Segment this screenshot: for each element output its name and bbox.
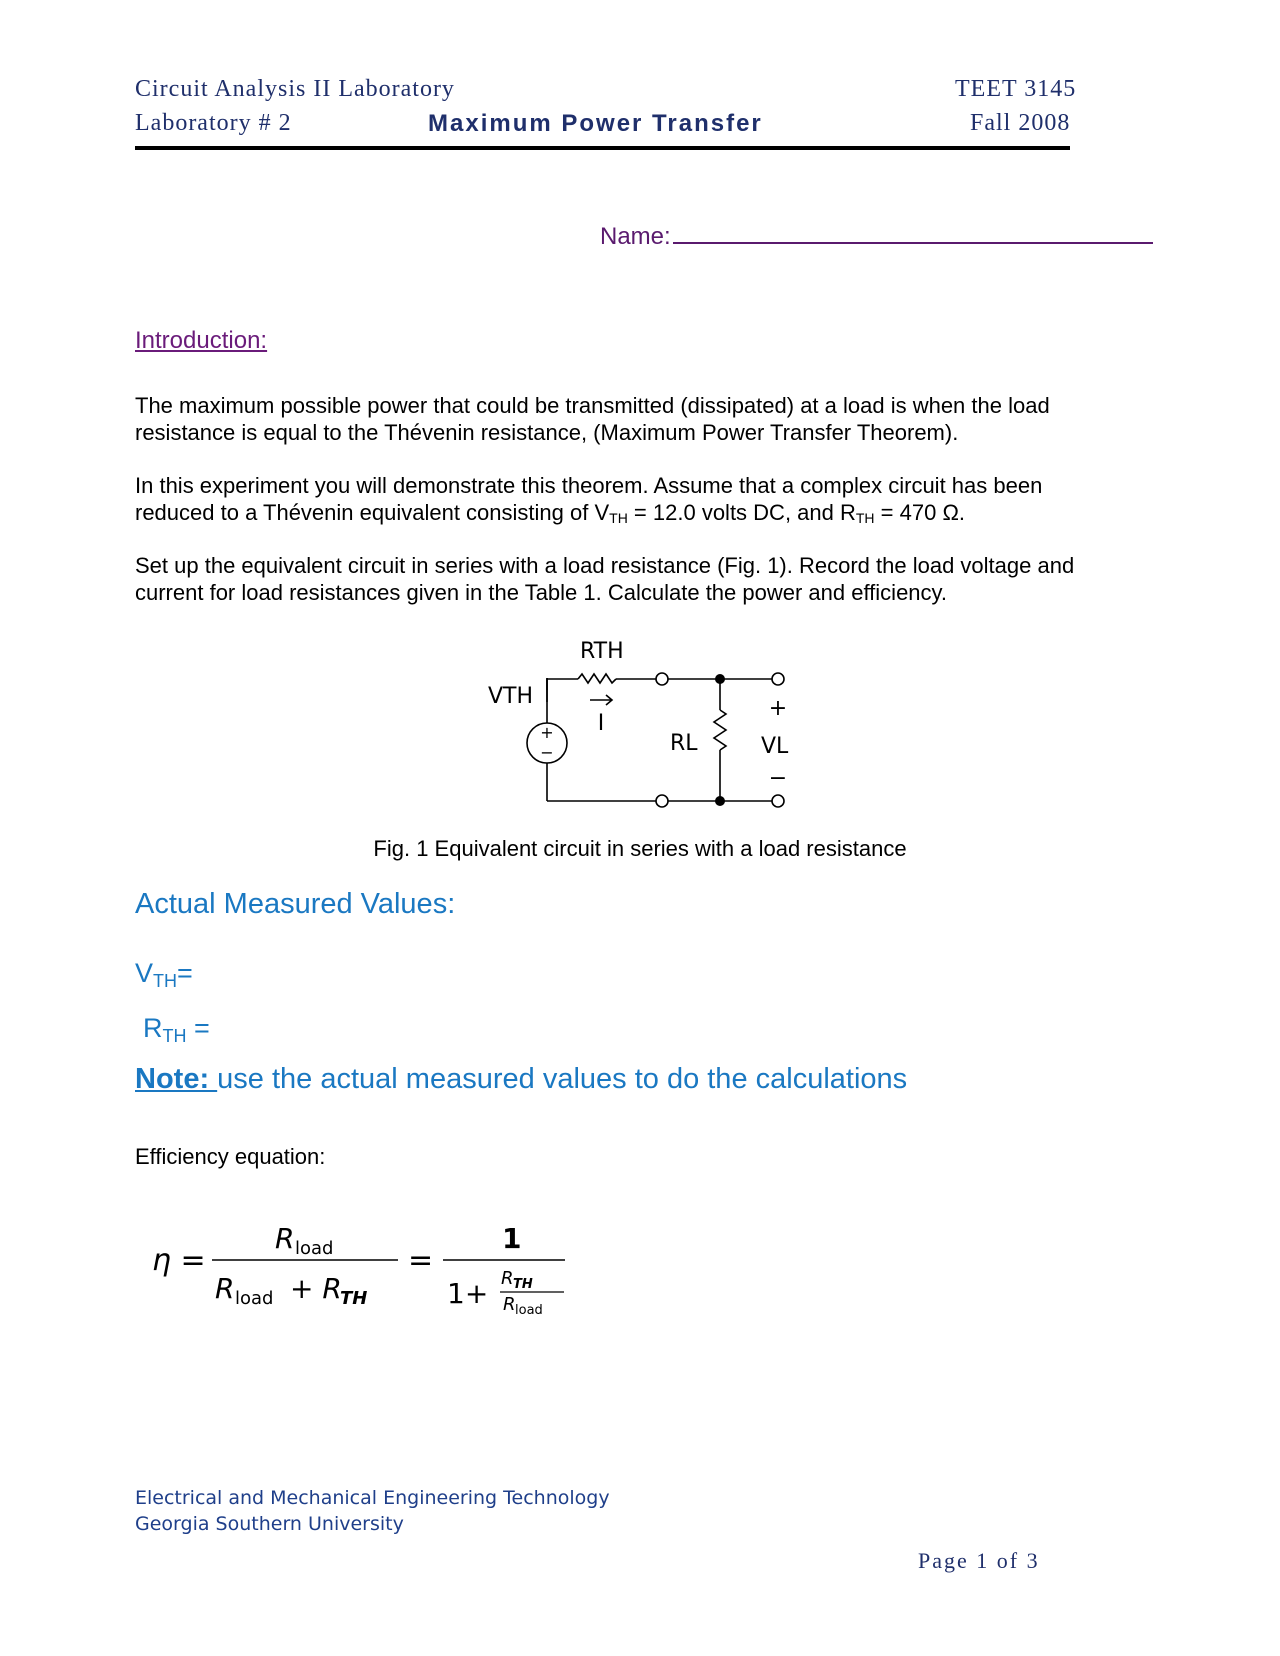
numerator-sub: load <box>295 1238 334 1259</box>
eta-symbol: η = <box>152 1243 206 1278</box>
terminal-node <box>656 673 668 685</box>
label-vth: VTH <box>488 684 534 709</box>
label-rth: RTH <box>580 639 624 664</box>
circuit-diagram <box>480 630 810 825</box>
subscript: TH <box>609 510 628 526</box>
text-line: resistance is equal to the Thévenin resistance, (Maximum Power Transfer Theorem). <box>135 420 959 445</box>
denominator-one-plus: 1+ <box>447 1277 489 1310</box>
text-fragment: = <box>177 958 193 988</box>
second-equals: = <box>408 1243 434 1278</box>
header-rule <box>135 146 1070 150</box>
denominator-sub: load <box>235 1288 274 1309</box>
text-line: In this experiment you will demonstrate this theorem. Assume that a complex circuit has been <box>135 473 1043 498</box>
current-arrow-icon <box>590 695 612 705</box>
label-rl: RL <box>670 731 698 756</box>
denominator-plus-r: + R <box>290 1272 342 1305</box>
denominator-sub-th: TH <box>340 1288 368 1309</box>
introduction-heading: Introduction: <box>135 327 268 354</box>
text-fragment: V <box>135 958 154 988</box>
terminal-node <box>656 795 668 807</box>
efficiency-equation <box>140 1210 580 1320</box>
source-plus: + <box>540 723 554 742</box>
junction-dot <box>715 796 725 806</box>
intro-paragraph-1 <box>135 392 1135 446</box>
footer-university: Georgia Southern University <box>135 1513 404 1535</box>
measured-heading: Actual Measured Values: <box>135 888 456 920</box>
name-label: Name: <box>600 223 671 250</box>
name-field[interactable] <box>600 220 1153 251</box>
text-fragment: = 12.0 volts DC, and R <box>627 500 856 525</box>
subscript: TH <box>153 971 178 991</box>
resistor-rl-icon <box>714 710 726 750</box>
terminal-node <box>772 673 784 685</box>
label-vl-minus: − <box>768 766 788 791</box>
text-fragment: reduced to a Thévenin equivalent consisting of V <box>135 500 610 525</box>
measured-rth <box>143 1013 210 1047</box>
source-minus: − <box>540 743 554 762</box>
small-frac-den-sub: load <box>515 1303 543 1318</box>
label-current: I <box>597 711 605 736</box>
lab-title: Maximum Power Transfer <box>428 110 763 137</box>
measured-vth <box>135 958 193 992</box>
text-line: Set up the equivalent circuit in series with a load resistance (Fig. 1). Record the load voltage and <box>135 553 1075 578</box>
terminal-node <box>772 795 784 807</box>
page-number: Page 1 of 3 <box>918 1548 1040 1573</box>
figure-caption: Fig. 1 Equivalent circuit in series with a load resistance <box>373 836 907 861</box>
denominator-r: R <box>215 1272 235 1305</box>
junction-dot <box>715 674 725 684</box>
text-line: current for load resistances given in the Table 1. Calculate the power and efficiency. <box>135 580 948 605</box>
label-vl: VL <box>761 734 789 759</box>
text-fragment: = 470 Ω. <box>874 500 965 525</box>
lab-number: Laboratory # 2 <box>135 110 292 136</box>
course-code: TEET 3145 <box>955 76 1077 102</box>
course-title: Circuit Analysis II Laboratory <box>135 76 455 102</box>
text-line: The maximum possible power that could be transmitted (dissipated) at a load is when the load <box>135 393 1050 418</box>
small-frac-num-sub: TH <box>513 1277 533 1292</box>
intro-paragraph-2 <box>135 472 1135 532</box>
note-line <box>135 1063 907 1096</box>
label-vl-plus: + <box>768 696 788 721</box>
subscript: TH <box>162 1026 187 1046</box>
numerator-one: 1 <box>502 1222 522 1255</box>
subscript: TH <box>855 510 875 526</box>
numerator-r: R <box>275 1222 295 1255</box>
name-blank-line[interactable] <box>673 220 1153 244</box>
efficiency-label: Efficiency equation: <box>135 1144 326 1169</box>
term: Fall 2008 <box>970 110 1071 136</box>
text-fragment: R <box>143 1013 163 1043</box>
text-fragment: = <box>186 1013 210 1043</box>
footer-department: Electrical and Mechanical Engineering Technology <box>135 1487 610 1509</box>
intro-paragraph-3 <box>135 552 1135 606</box>
note-label: Note: <box>135 1063 218 1095</box>
resistor-rth-icon <box>578 674 616 683</box>
text-line <box>135 499 1135 532</box>
note-text: use the actual measured values to do the calculations <box>217 1063 908 1095</box>
small-frac-den: R <box>503 1294 516 1315</box>
small-frac-num: R <box>501 1268 514 1289</box>
